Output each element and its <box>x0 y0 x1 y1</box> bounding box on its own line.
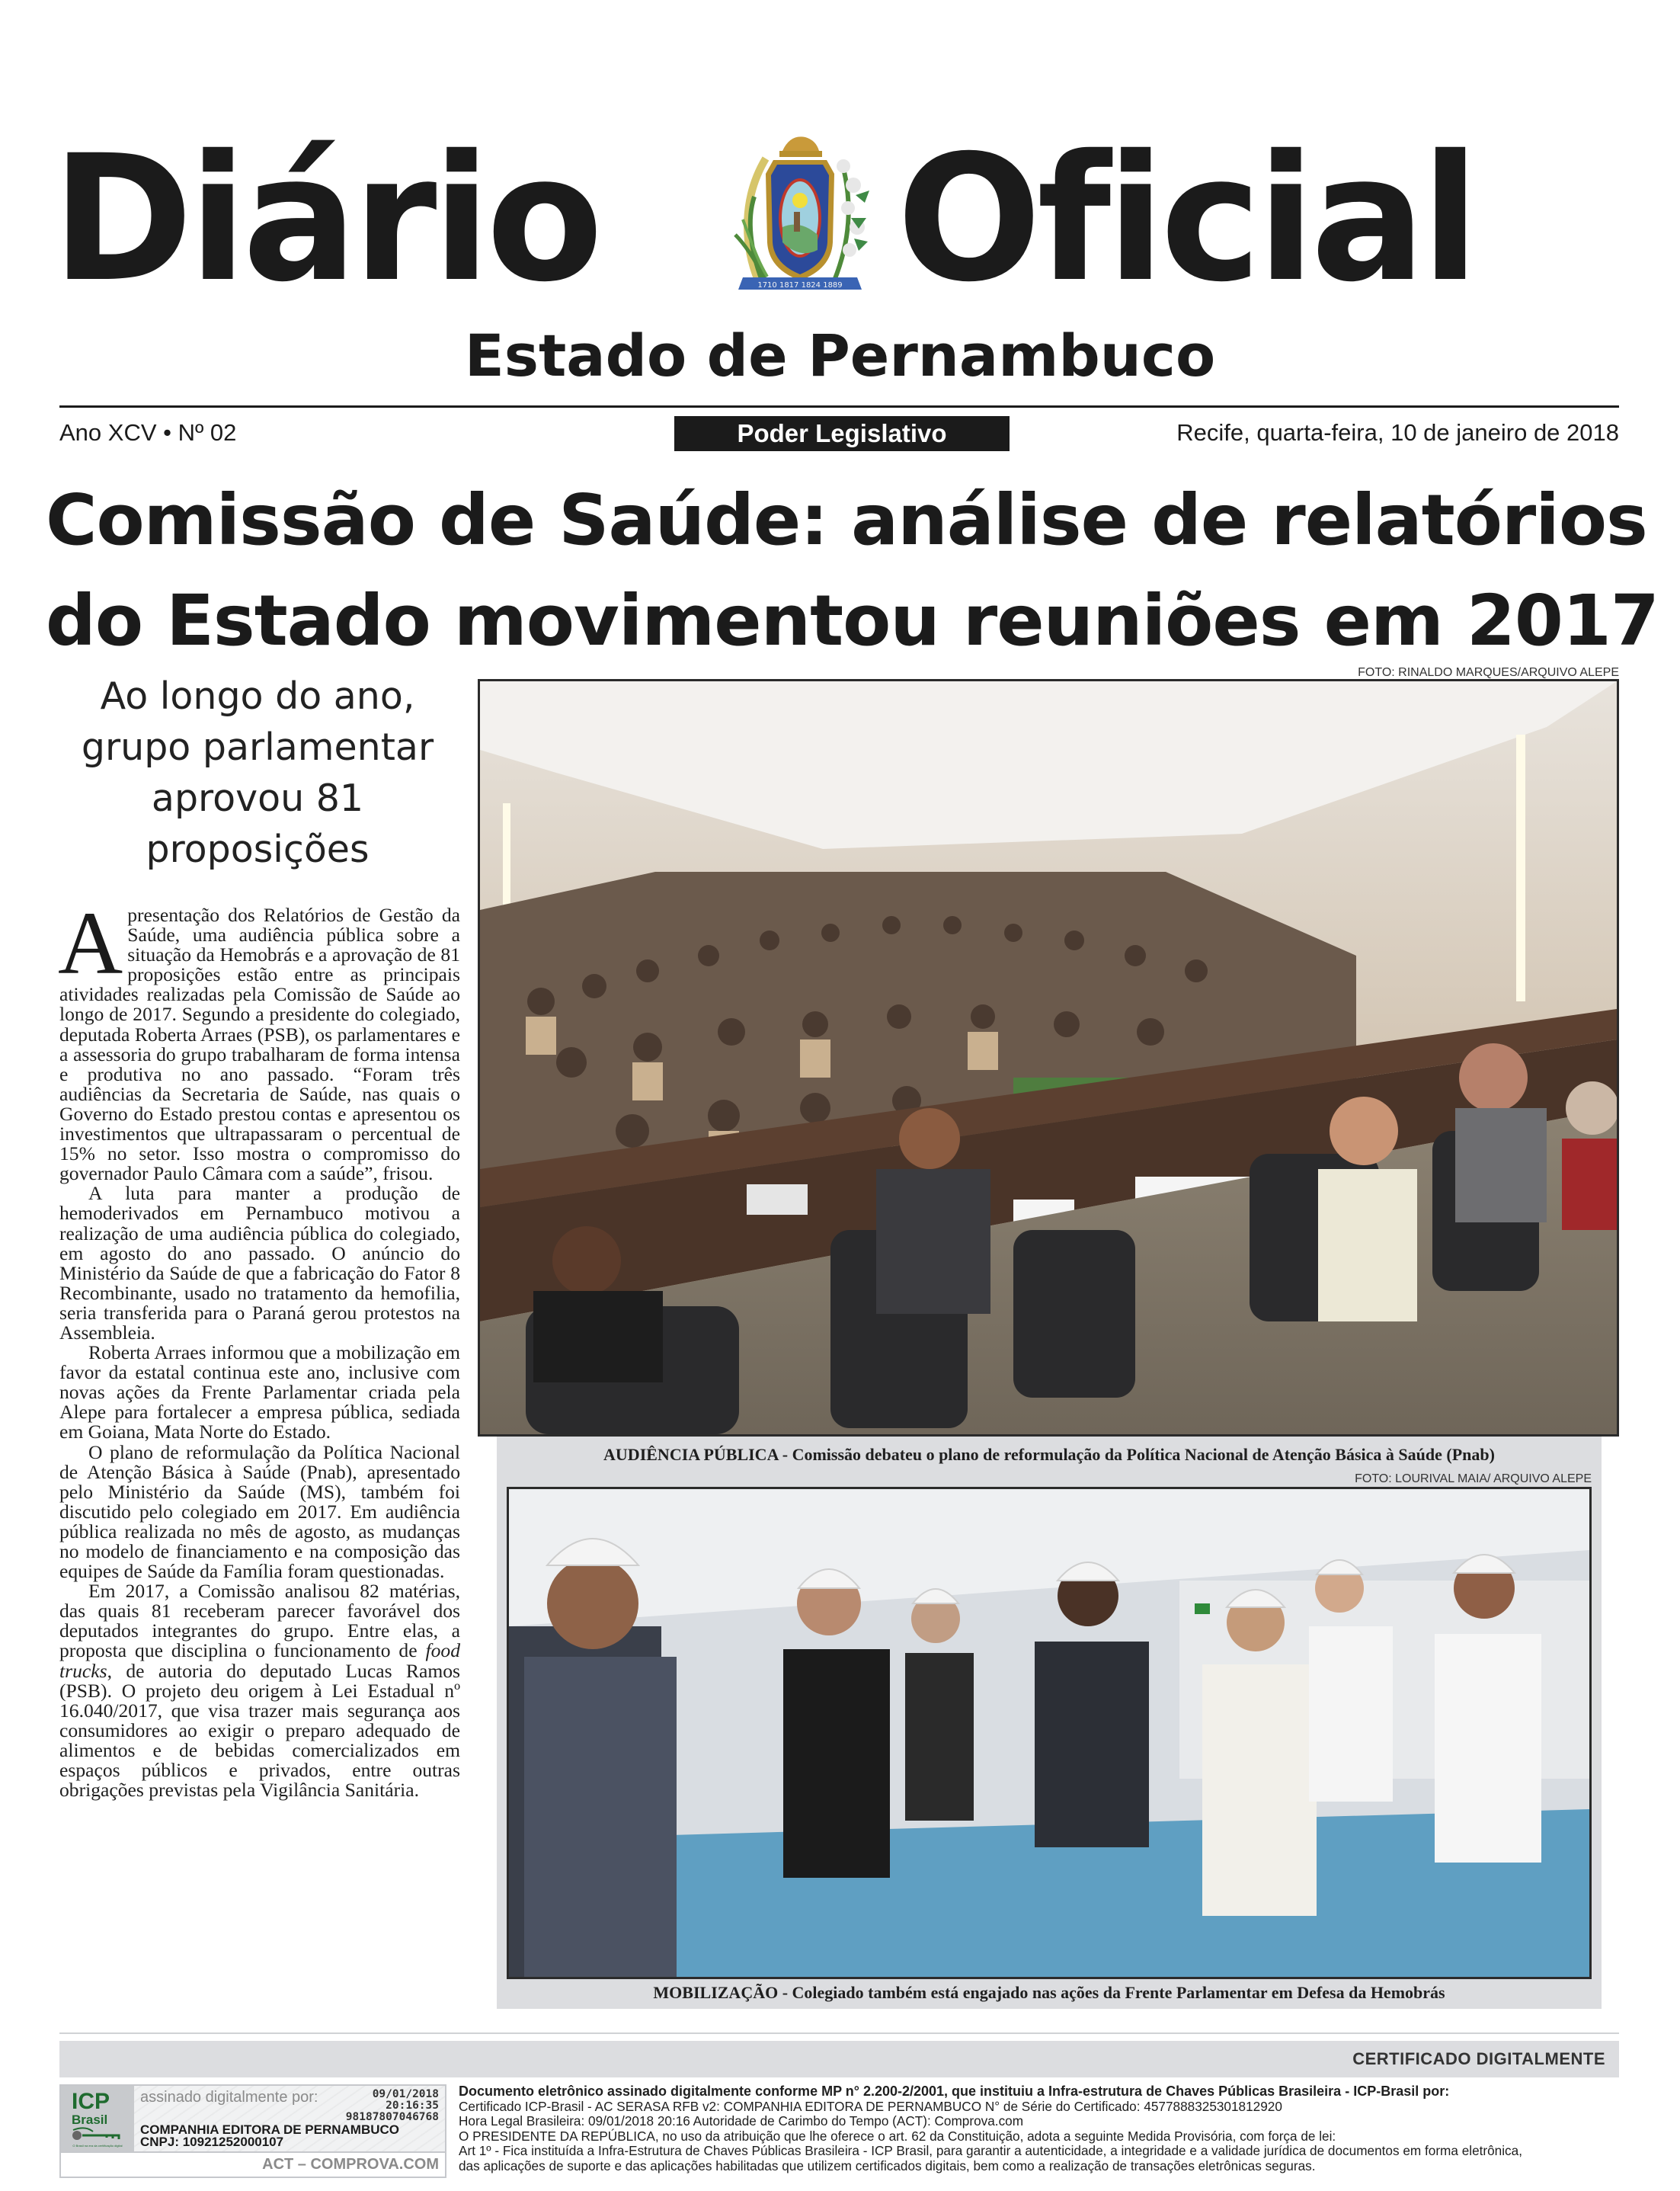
article-deck: Ao longo do ano, grupo parlamentar aprovou 81 proposições <box>81 674 434 871</box>
icp-brasil-logo <box>61 2086 134 2151</box>
masthead-title-right: Oficial <box>897 117 1475 320</box>
signature-timestamp <box>346 2089 439 2123</box>
paragraph-text: Em 2017, a Comissão analisou 82 matérias, das quais 81 receberam parecer favorável dos deputados integrantes do grupo. Entre elas, a proposta que disciplina o funcionamento de <box>59 1580 460 1662</box>
certificate-bar-label: CERTIFICADO DIGITALMENTE <box>1352 2049 1605 2068</box>
dateline: Recife, quarta-feira, 10 de janeiro de 2018 <box>1176 419 1619 446</box>
certificate-line: Hora Legal Brasileira: 09/01/2018 20:16 Autoridade de Carimbo do Tempo (ACT): Comprova.com <box>459 2113 1024 2129</box>
paragraph-text: presentação dos Relatórios de Gestão da Saúde, uma audiência pública sobre a situação da Hemobrás e a aprovação de 81 proposições estão entre as principais atividades realizadas pela Comissão de Saúde ao longo de 2017. Segundo a presidente do colegiado, deputada Roberta Arraes (PSB), os parlamentares e a assessoria do grupo trabalharam de forma intensa e produtiva no ano passado. “Foram três audiências da Secretaria de Saúde, nas quais o Governo do Estado prestou contas e apresentou os investimentos que ultrapassaram o percentual de 15% no setor. Isso mostra o compromisso do governador Paulo Câmara com a saúde”, frisou. <box>59 904 460 1185</box>
signed-by-label: assinado digitalmente por: <box>140 2089 318 2106</box>
photo-hemobras-visit <box>507 1487 1592 1979</box>
icp-logo-subtext: Brasil <box>72 2113 108 2127</box>
signature-code: 98187807046768 <box>345 2111 439 2123</box>
stamp-watermark-area <box>61 2086 445 2153</box>
article-paragraph: A luta para manter a produção de hemoderivados em Pernambuco motivou a realização de uma audiência pública do colegiado, em agosto do ano passado. O anúncio do Ministério da Saúde de que a fabricação do Fator 8 Recombinante, usado no tratamento da hemofilia, seria transferida para o Paraná gerou protestos na Assembleia. <box>59 1182 460 1344</box>
certificate-line: das aplicações de suporte e das aplicações habilitadas que utilizem certificados digitais, bem como a realização de transações eletrônicas seguras. <box>459 2157 1316 2173</box>
digital-signature-stamp <box>59 2084 446 2178</box>
headline-line-2: do Estado movimentou reuniões em 2017 <box>46 580 1659 661</box>
photo-caption-1: AUDIÊNCIA PÚBLICA - Comissão debateu o plano de reformulação da Política Nacional de Atenção Básica à Saúde (Pnab) <box>603 1445 1495 1464</box>
certificate-line: Certificado ICP-Brasil - AC SERASA RFB v2: COMPANHIA EDITORA DE PERNAMBUCO N° de Série do Certificado: 4577888325301812920 <box>459 2098 1282 2114</box>
article-paragraph <box>58 893 460 1185</box>
masthead-rule <box>59 405 1619 408</box>
photo-credit-1: FOTO: RINALDO MARQUES/ARQUIVO ALEPE <box>1358 666 1619 679</box>
headline-line-1: Comissão de Saúde: análise de relatórios <box>46 479 1647 561</box>
signer-company <box>140 2124 399 2148</box>
section-tag: Poder Legislativo <box>674 416 1010 451</box>
certificate-line: Art 1º - Fica instituída a Infra-Estrutura de Chaves Públicas Brasileira - ICP Brasil, para garantir a autenticidade, a integridade e a validade jurídica de documentos em forma eletrônica, <box>459 2143 1522 2158</box>
company-cnpj: CNPJ: 10921252000107 <box>140 2135 284 2149</box>
edition-number: Ano XCV • Nº 02 <box>59 419 237 446</box>
certificate-bar <box>59 2041 1619 2077</box>
certificate-line: O PRESIDENTE DA REPÚBLICA, no uso da atribuição que lhe oferece o art. 62 da Constituição, adota a seguinte Medida Provisória, com força de lei: <box>459 2128 1336 2144</box>
certificate-line: Documento eletrônico assinado digitalmente conforme MP n° 2.200-2/2001, que instituiu a Infra-estrutura de Chaves Públicas Brasileira - ICP-Brasil por: <box>459 2084 1450 2099</box>
act-authority: ACT – COMPROVA.COM <box>262 2156 439 2173</box>
photo-credit-2: FOTO: LOURIVAL MAIA/ ARQUIVO ALEPE <box>1355 1472 1592 1485</box>
article-body <box>58 893 460 1802</box>
photo-caption-2: MOBILIZAÇÃO - Colegiado também está engajado nas ações da Frente Parlamentar em Defesa da Hemobrás <box>653 1983 1445 2002</box>
company-name: COMPANHIA EDITORA DE PERNAMBUCO <box>140 2122 400 2137</box>
article-paragraph: Roberta Arraes informou que a mobilização em favor da estatal continua este ano, inclusive com novas ações da Frente Parlamentar criada pela Alepe para fortalecer a empresa pública, sediada em Goiana, Mata Norte do Estado. <box>59 1341 460 1443</box>
article-paragraph: O plano de reformulação da Política Nacional de Atenção Básica à Saúde (Pnab), apresentado pelo Ministério da Saúde (MS), também foi discutido pelo colegiado em 2017. Em audiência pública realizada no mês de agosto, as mudanças no modelo de financiamento e na composição das equipes de Saúde da Família foram questionadas. <box>59 1440 460 1583</box>
key-icon <box>70 2127 123 2144</box>
icp-logo-text: ICP <box>72 2089 110 2114</box>
photo-committee-hearing <box>478 679 1619 1437</box>
signature-date: 09/01/2018 <box>372 2088 439 2100</box>
italic-term: food trucks <box>59 1639 460 1682</box>
masthead-subtitle: Estado de Pernambuco <box>464 322 1216 389</box>
signature-time: 20:16:35 <box>386 2100 439 2112</box>
footer-divider <box>59 2032 1619 2034</box>
icp-logo-tagline: O Brasil na era da certificação digital <box>72 2144 123 2148</box>
certificate-text <box>459 2084 1632 2173</box>
drop-cap: A <box>58 893 123 993</box>
paragraph-text: , de autoria do deputado Lucas Ramos (PSB). O projeto deu origem à Lei Estadual nº 16.040/2017, que visa trazer mais segurança aos consumidores ao exigir o preparo adequado de alimentos e de bebidas comercializados em espaços públicos e privados, entre outras obrigações previstas pela Vigilância Sanitária. <box>59 1659 460 1802</box>
masthead-title-left: Diário <box>52 117 599 320</box>
coat-of-arms-icon <box>720 128 880 305</box>
article-paragraph <box>59 1581 460 1800</box>
coat-of-arms-years: 1710 1817 1824 1889 <box>757 281 843 290</box>
